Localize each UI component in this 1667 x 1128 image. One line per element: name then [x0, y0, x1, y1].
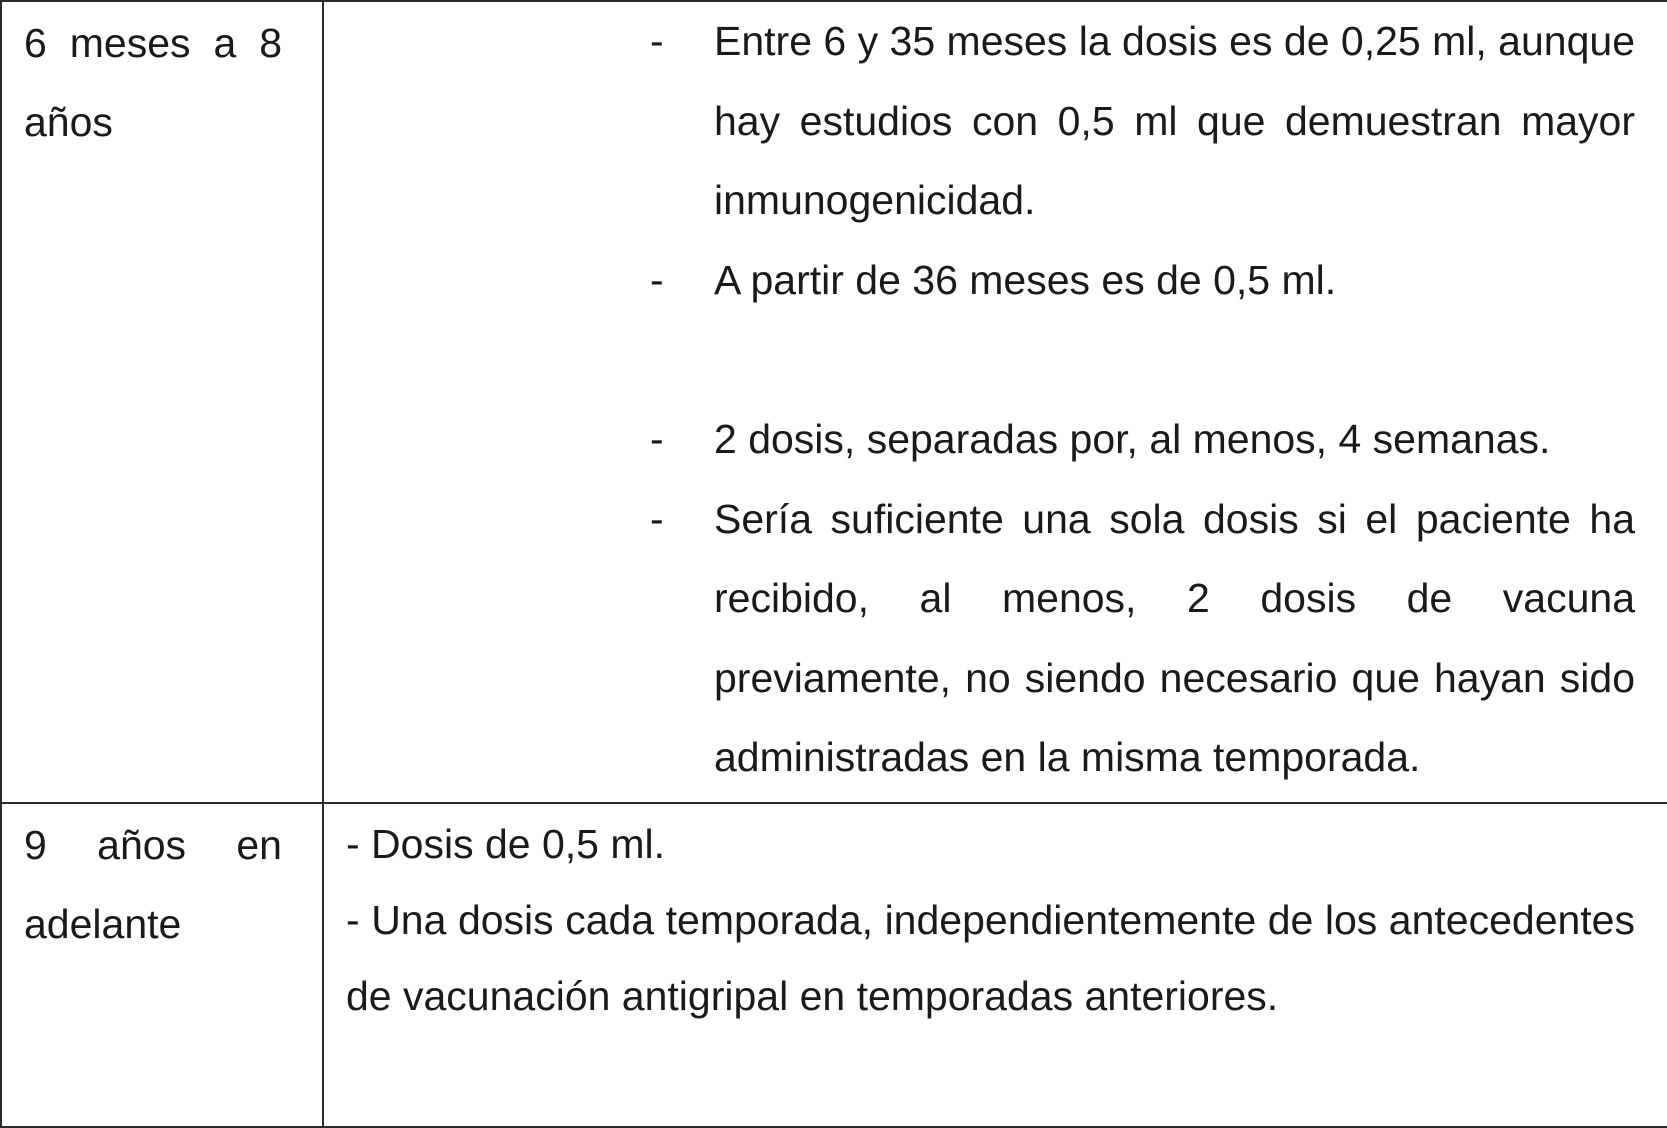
bullet-dash: - [650, 416, 664, 462]
dose-volume-list [324, 2, 1635, 320]
list-item [324, 241, 1635, 321]
dose-count-list [324, 400, 1635, 798]
age-group-label: 9 años en adelante [24, 822, 282, 947]
bullet-dash: - [650, 18, 664, 64]
age-group-cell [1, 1, 323, 803]
list-spacer [324, 320, 1635, 400]
list-item [324, 400, 1635, 480]
bullet-dash: - [650, 495, 664, 542]
list-item [324, 2, 1635, 241]
table-row [1, 803, 1667, 1127]
age-group-cell [1, 803, 323, 1127]
recommendation-cell [323, 1, 1667, 803]
recommendation-cell [323, 803, 1667, 1127]
bullet-text: 2 dosis, separadas por, al menos, 4 semanas. [714, 416, 1551, 462]
table-row [1, 1, 1667, 803]
bullet-text: A partir de 36 meses es de 0,5 ml. [714, 256, 1337, 303]
recommendation-line: - Dosis de 0,5 ml. [346, 821, 665, 867]
age-group-label: 6 meses a 8 años [24, 20, 282, 145]
recommendation-line: - Una dosis cada temporada, independientemente de los antecedentes de vacunación antigripal en temporadas anteriores. [346, 897, 1635, 1019]
bullet-text: Entre 6 y 35 meses la dosis es de 0,25 ml, aunque hay estudios con 0,5 ml que demuestran mayor inmunogenicidad. [714, 18, 1635, 223]
bullet-dash: - [650, 256, 664, 303]
list-item [324, 480, 1635, 798]
bullet-text: Sería suficiente una sola dosis si el paciente ha recibido, al menos, 2 dosis de vacuna previamente, no siendo necesario que hayan sido administradas en la misma temporada. [714, 495, 1635, 780]
